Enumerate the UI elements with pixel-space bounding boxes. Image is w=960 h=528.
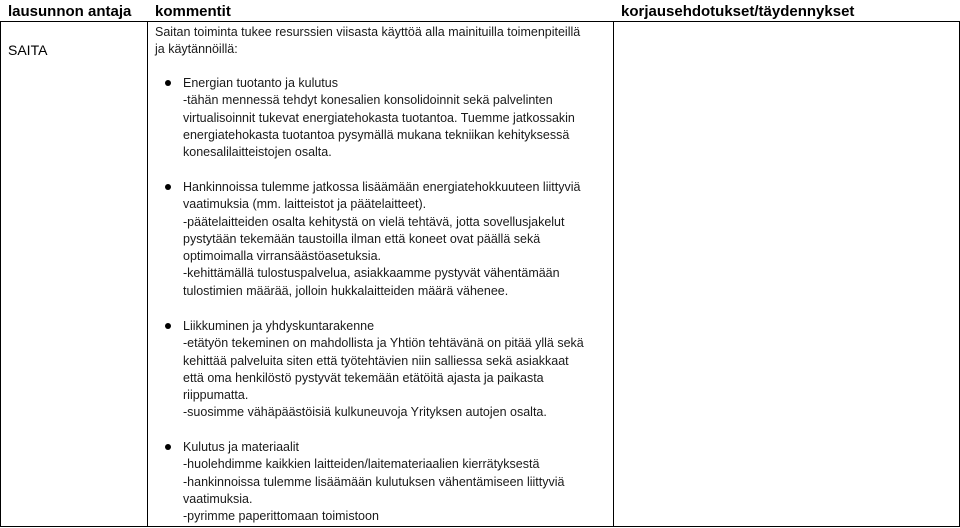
intro-line: Saitan toiminta tukee resurssien viisasta käyttöä alla mainituilla toimenpiteillä xyxy=(155,25,581,39)
header-comments: kommentit xyxy=(155,3,231,20)
item-line: -kehittämällä tulostuspalvelua, asiakkaamme pystyvät vähentämään xyxy=(183,266,560,281)
item-line: pystytään tekemään taustoilla ilman että koneet ovat päällä sekä xyxy=(183,231,541,246)
item-line: optimoimalla virransäästöasetuksia. xyxy=(183,249,382,264)
header-corrections: korjausehdotukset/täydennykset xyxy=(621,3,855,20)
item-line: vaatimuksia (mm. laitteistot ja päätelaitteet). xyxy=(183,197,427,212)
column-divider-1 xyxy=(147,22,148,527)
list-item-procurement xyxy=(183,179,608,300)
bullet-icon xyxy=(165,323,171,329)
list-item-mobility xyxy=(183,318,608,422)
item-line: -pyrimme paperittomaan toimistoon xyxy=(183,509,379,524)
item-line: Energian tuotanto ja kulutus xyxy=(183,76,338,90)
item-line: konesalilaitteistojen osalta. xyxy=(183,145,332,160)
item-line: Liikkuminen ja yhdyskuntarakenne xyxy=(183,319,375,333)
bullet-icon xyxy=(165,444,171,450)
list-item-consumption xyxy=(183,439,608,525)
table-bottom-border xyxy=(0,526,960,527)
bullet-icon xyxy=(165,80,171,86)
item-line: riippumatta. xyxy=(183,388,249,403)
list-item-energy xyxy=(183,75,608,161)
organization-name: SAITA xyxy=(8,42,48,58)
column-divider-left xyxy=(0,22,1,527)
item-line: -hankinnoissa tulemme lisäämään kulutuksen vähentämiseen liittyviä xyxy=(183,474,565,489)
item-line: vaatimuksia. xyxy=(183,491,253,506)
item-line: -huolehdimme kaikkien laitteiden/laitemateriaalien kierrätyksestä xyxy=(183,457,540,472)
item-line: energiatehokasta tuotantoa pysymällä mukana tekniikan kehityksessä xyxy=(183,127,570,142)
header-provider: lausunnon antaja xyxy=(8,3,132,20)
item-line: että oma henkilöstö pystyvät tekemään etätöitä ajasta ja paikasta xyxy=(183,370,544,385)
item-line: kehittää palveluita siten että työtehtävien niin salliessa sekä asiakkaat xyxy=(183,353,569,368)
item-line: virtualisoinnit tukevat energiatehokasta tuotantoa. Tuemme jatkossakin xyxy=(183,110,575,125)
item-line: -päätelaitteiden osalta kehitystä on vielä tehtävä, jotta sovellusjakelut xyxy=(183,214,565,229)
bullet-icon xyxy=(165,184,171,190)
item-line: -etätyön tekeminen on mahdollista ja Yhtiön tehtävänä on pitää yllä sekä xyxy=(183,336,584,351)
item-line: -tähän mennessä tehdyt konesalien konsolidoinnit sekä palvelinten xyxy=(183,93,553,108)
item-line: -suosimme vähäpäästöisiä kulkuneuvoja Yrityksen autojen osalta. xyxy=(183,405,547,420)
header-bottom-border xyxy=(0,21,960,22)
column-divider-2 xyxy=(613,22,614,527)
item-line: Kulutus ja materiaalit xyxy=(183,440,300,454)
item-line: Hankinnoissa tulemme jatkossa lisäämään energiatehokkuuteen liittyviä xyxy=(183,180,581,194)
intro-line: ja käytännöillä: xyxy=(155,42,238,57)
intro-text xyxy=(155,24,610,59)
item-line: tulostimien määrää, jolloin hukkalaitteiden määrä vähenee. xyxy=(183,283,509,298)
